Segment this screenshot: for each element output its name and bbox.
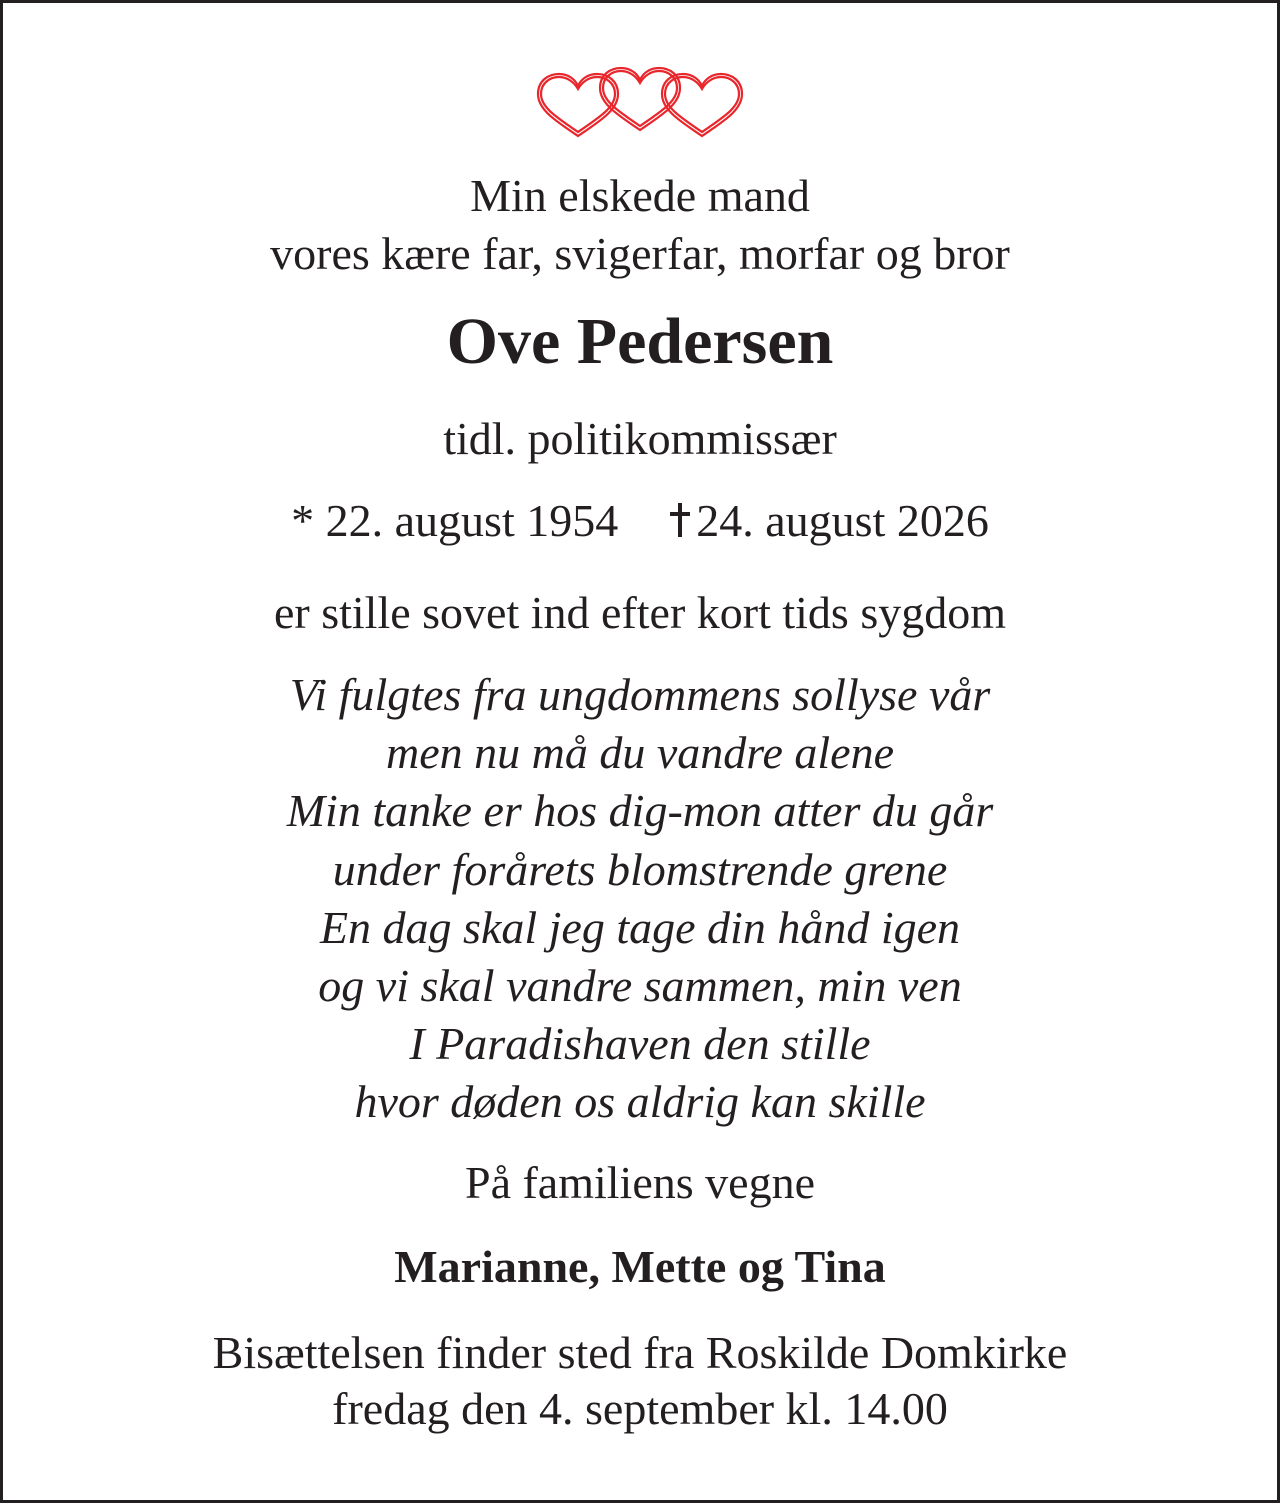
intro-line-1: Min elskede mand bbox=[470, 170, 810, 221]
memorial-poem bbox=[0, 666, 1280, 1132]
poem-line: Vi fulgtes fra ungdommens sollyse vår bbox=[289, 669, 991, 720]
funeral-location: Bisættelsen finder sted fra Roskilde Domkirke bbox=[212, 1327, 1068, 1378]
poem-line: En dag skal jeg tage din hånd igen bbox=[319, 901, 961, 953]
poem-line: men nu må du vandre alene bbox=[386, 727, 894, 779]
three-hearts-icon bbox=[530, 66, 750, 146]
heart-middle-outline bbox=[600, 68, 680, 130]
passing-statement: er stille sovet ind efter kort tids sygdom bbox=[273, 587, 1007, 638]
poem-line: hvor døden os aldrig kan skille bbox=[354, 1076, 926, 1128]
poem-line: I Paradishaven den stille bbox=[409, 1018, 871, 1070]
on-behalf-text: På familiens vegne bbox=[464, 1157, 815, 1208]
intro-text bbox=[0, 167, 1280, 283]
deceased-name: Ove Pedersen bbox=[446, 305, 834, 378]
deceased-title: tidl. politikommissær bbox=[443, 413, 837, 464]
intro-line-2: vores kære far, svigerfar, morfar og bror bbox=[270, 228, 1010, 279]
family-signature: Marianne, Mette og Tina bbox=[394, 1241, 886, 1292]
death-date: 24. august 2026 bbox=[696, 495, 989, 546]
life-dates bbox=[0, 492, 1280, 550]
poem-line: under forårets blomstrende grene bbox=[332, 843, 948, 895]
funeral-time: fredag den 4. september kl. 14.00 bbox=[332, 1383, 948, 1434]
funeral-details bbox=[0, 1325, 1280, 1437]
poem-line: Min tanke er hos dig-mon atter du går bbox=[286, 785, 994, 837]
latin-cross-icon bbox=[670, 503, 690, 537]
birth-date: * 22. august 1954 bbox=[291, 495, 619, 546]
poem-line: og vi skal vandre sammen, min ven bbox=[318, 960, 962, 1012]
